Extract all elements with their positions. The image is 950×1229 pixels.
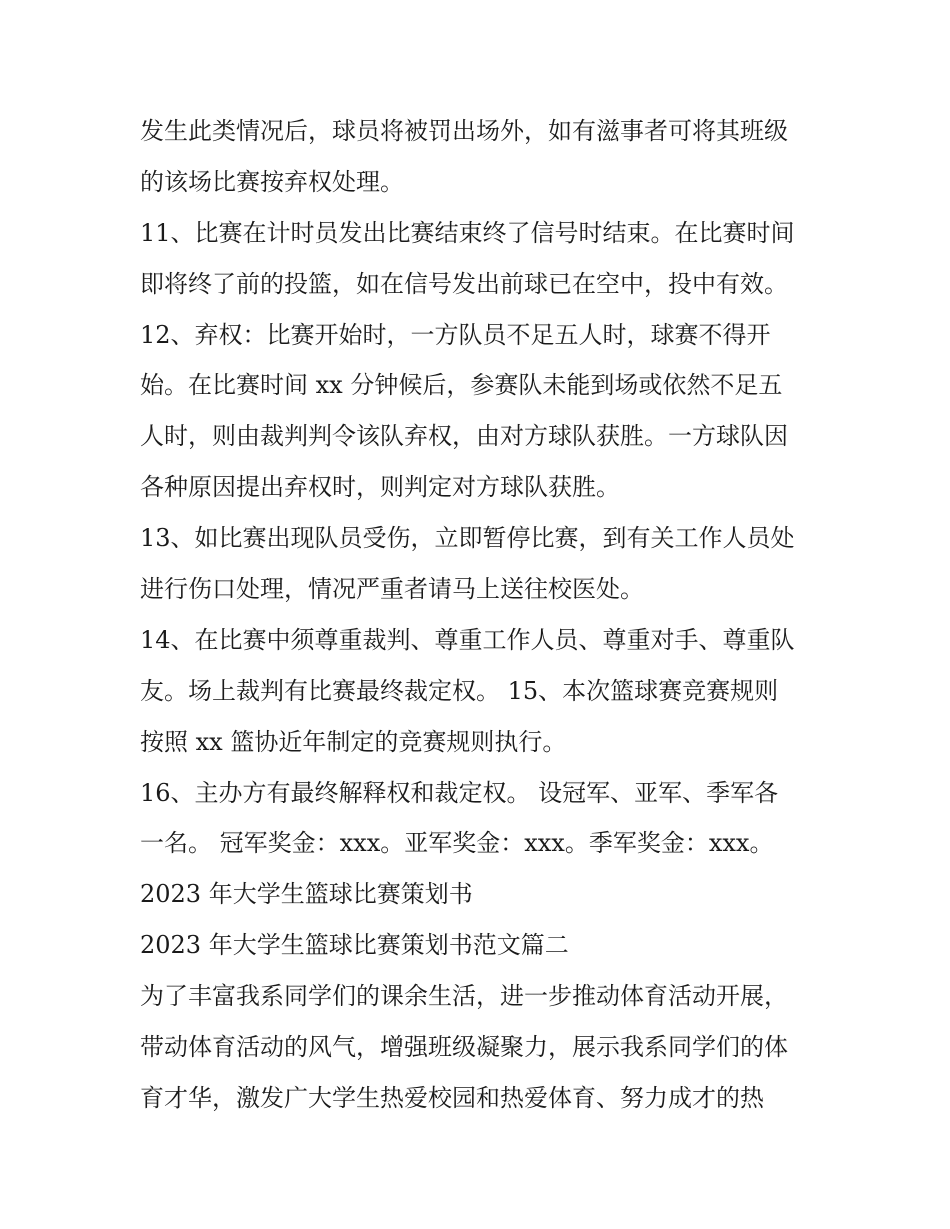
- text-line: 一名。 冠军奖金：xxx。亚军奖金：xxx。季军奖金：xxx。: [140, 829, 774, 858]
- text-line: 带动体育活动的风气，增强班级凝聚力，展示我系同学们的体: [140, 1033, 788, 1062]
- text-line: 按照 xx 篮协近年制定的竞赛规则执行。: [140, 727, 567, 756]
- heading-line: 2023 年大学生篮球比赛策划书范文篇二: [140, 931, 569, 960]
- text-line: 13、如比赛出现队员受伤，立即暂停比赛，到有关工作人员处: [140, 524, 795, 553]
- text-line: 为了丰富我系同学们的课余生活，进一步推动体育活动开展，: [140, 982, 788, 1011]
- text-line: 发生此类情况后，球员将被罚出场外，如有滋事者可将其班级: [140, 117, 788, 145]
- heading-line: 2023 年大学生篮球比赛策划书: [140, 880, 473, 909]
- text-line: 始。在比赛时间 xx 分钟候后，参赛队未能到场或依然不足五: [140, 371, 783, 400]
- text-line: 即将终了前的投篮，如在信号发出前球已在空中，投中有效。: [140, 269, 788, 298]
- document-body: [140, 106, 820, 1124]
- text-line: 进行伤口处理，情况严重者请马上送往校医处。: [140, 575, 644, 604]
- text-line: 育才华，激发广大学生热爱校园和热爱体育、努力成才的热: [140, 1083, 764, 1112]
- text-line: 友。场上裁判有比赛最终裁定权。 15、本次篮球赛竞赛规则: [140, 676, 779, 705]
- text-line: 14、在比赛中须尊重裁判、尊重工作人员、尊重对手、尊重队: [140, 625, 795, 654]
- text-line: 11、比赛在计时员发出比赛结束终了信号时结束。在比赛时间: [140, 218, 795, 247]
- text-line: 各种原因提出弃权时，则判定对方球队获胜。: [140, 473, 620, 502]
- text-line: 的该场比赛按弃权处理。: [140, 167, 404, 196]
- text-line: 人时，则由裁判判令该队弃权，由对方球队获胜。一方球队因: [140, 422, 788, 451]
- text-line: 12、弃权：比赛开始时，一方队员不足五人时，球赛不得开: [140, 320, 771, 349]
- text-line: 16、主办方有最终解释权和裁定权。 设冠军、亚军、季军各: [140, 778, 779, 807]
